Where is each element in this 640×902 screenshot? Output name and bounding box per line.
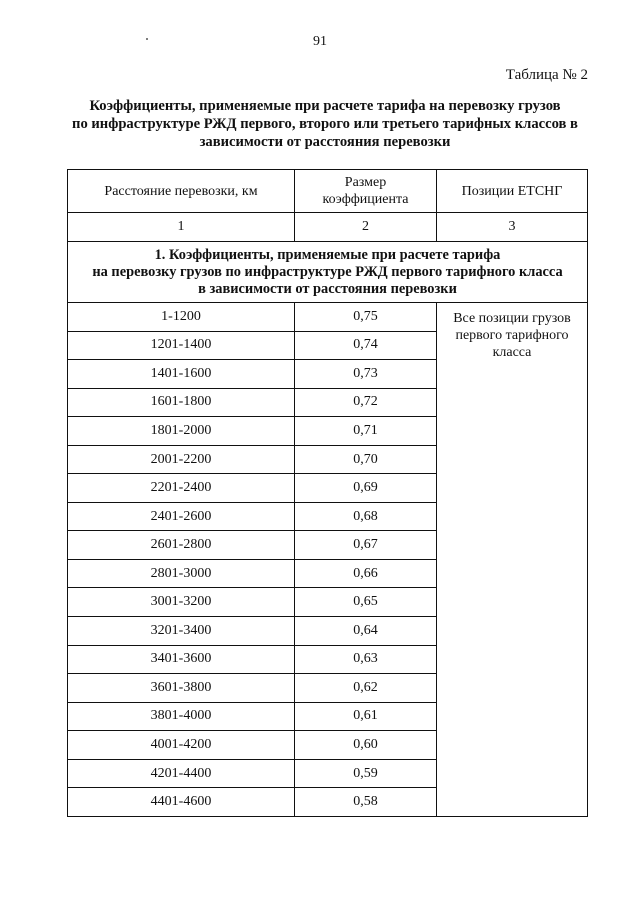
coefficient-cell: 0,58 (295, 788, 437, 817)
coefficient-cell: 0,69 (295, 474, 437, 503)
positions-line: класса (492, 345, 532, 360)
distance-cell: 2601-2800 (68, 531, 295, 560)
distance-cell: 2201-2400 (68, 474, 295, 503)
page-number: 91 (313, 34, 327, 49)
coefficients-table (67, 169, 588, 817)
section-heading-line: 1. Коэффициенты, применяемые при расчете тарифа (154, 246, 501, 263)
coefficient-cell: 0,63 (295, 645, 437, 674)
header-coefficient (295, 170, 437, 213)
scan-speck (146, 38, 148, 40)
distance-cell: 2401-2600 (68, 502, 295, 531)
distance-cell: 1201-1400 (68, 331, 295, 360)
coefficient-cell: 0,72 (295, 388, 437, 417)
header-coefficient-line: коэффициента (322, 192, 409, 207)
coefficient-cell: 0,68 (295, 502, 437, 531)
section-heading-line: в зависимости от расстояния перевозки (198, 280, 457, 297)
coefficient-cell: 0,70 (295, 445, 437, 474)
distance-cell: 2801-3000 (68, 559, 295, 588)
distance-cell: 3001-3200 (68, 588, 295, 617)
section-heading-line: на перевозку грузов по инфраструктуре РЖД первого тарифного класса (92, 263, 563, 280)
table-header-row (68, 170, 588, 213)
document-title (60, 97, 590, 151)
distance-cell: 1801-2000 (68, 417, 295, 446)
distance-cell: 2001-2200 (68, 445, 295, 474)
positions-cell (437, 303, 588, 817)
distance-cell: 1401-1600 (68, 360, 295, 389)
coefficient-cell: 0,67 (295, 531, 437, 560)
coefficient-cell: 0,61 (295, 702, 437, 731)
section-heading (68, 242, 588, 303)
distance-cell: 3801-4000 (68, 702, 295, 731)
column-number: 3 (437, 213, 588, 242)
title-line: Коэффициенты, применяемые при расчете тарифа на перевозку грузов (89, 98, 561, 114)
distance-cell: 4401-4600 (68, 788, 295, 817)
coefficient-cell: 0,59 (295, 759, 437, 788)
distance-cell: 1601-1800 (68, 388, 295, 417)
column-number-row (68, 213, 588, 242)
title-line: зависимости от расстояния перевозки (199, 134, 451, 150)
coefficient-cell: 0,66 (295, 559, 437, 588)
coefficient-cell: 0,65 (295, 588, 437, 617)
section-heading-row (68, 242, 588, 303)
distance-cell: 1-1200 (68, 303, 295, 332)
header-distance: Расстояние перевозки, км (68, 170, 295, 213)
distance-cell: 3601-3800 (68, 674, 295, 703)
distance-cell: 3201-3400 (68, 617, 295, 646)
table-row (68, 303, 588, 332)
distance-cell: 4001-4200 (68, 731, 295, 760)
title-line: по инфраструктуре РЖД первого, второго или третьего тарифных классов в (72, 116, 578, 132)
coefficient-cell: 0,75 (295, 303, 437, 332)
column-number: 2 (295, 213, 437, 242)
positions-line: первого тарифного (455, 328, 569, 343)
positions-line: Все позиции грузов (453, 311, 571, 326)
coefficient-cell: 0,74 (295, 331, 437, 360)
coefficient-cell: 0,71 (295, 417, 437, 446)
coefficient-cell: 0,62 (295, 674, 437, 703)
distance-cell: 3401-3600 (68, 645, 295, 674)
coefficient-cell: 0,64 (295, 617, 437, 646)
column-number: 1 (68, 213, 295, 242)
table-label: Таблица № 2 (505, 67, 588, 83)
coefficient-cell: 0,73 (295, 360, 437, 389)
header-positions: Позиции ЕТСНГ (437, 170, 588, 213)
coefficient-cell: 0,60 (295, 731, 437, 760)
header-coefficient-line: Размер (344, 175, 387, 190)
distance-cell: 4201-4400 (68, 759, 295, 788)
